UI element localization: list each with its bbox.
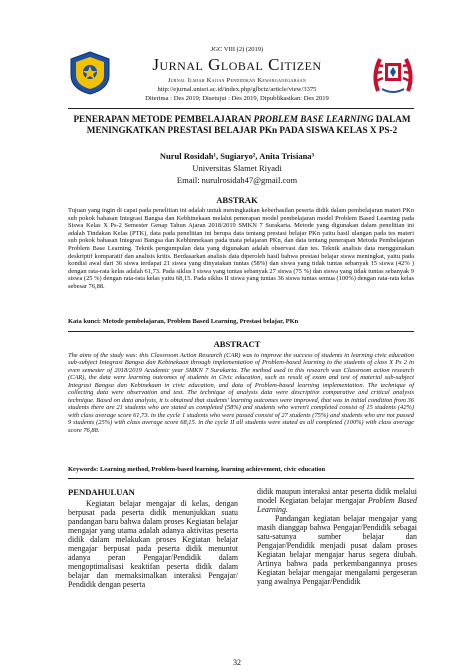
abstract-body: The aims of the study was: this Classroom Action Research (CAR) was to improve the success of students in learning civic education sub-subject Integrasi Bangsa dan Kebinekaan through implementation of Problem-based learning to the students of class X Ps 2 in even semester of 2018/2019 Academic year SMKN 7 Surakarta. The method used in this research was Classroom action research (CAR), the data were learning outcomes of students in Civic education, such as result of exam and test of material sub-subject Integrasi Bangsa dan Kebinekaan in civic education, and data of Problem-based learning implementation. The technique of collecting data were observation and test. The technique of analysis data were descriptive comparative and critical analysis technique. Based on data analysis, it is obtained that students' learning outcomes were improved, that was in initial condition from 36 students there are 21 students who are stated as completed (58%) and students who weren't completed consist of 15 students (42%) with class average score 61,73. in the cycle 1 students who were passed consist of 27 students (75%) and students who are not passed 9 students (25%) with class average score 68,15. in the cycle II all students were stated as all completed (100%) with class average score 76,88.: [68, 352, 414, 434]
publication-dates: Diterima : Des 2019; Disetujui : Des 2019, Dipublikasikan: Des 2019: [145, 95, 329, 102]
intro-right-column: didik maupun interaksi antar peserta didik melalui model Kegiatan belajar mengajar Problem Based Learning. Pandangan kegiatan belajar mengajar yang masih dianggap bahwa Pengajar/Pendidik sebagai satu-satunya sumber belajar dan Pengajar/Pendidik menjadi pusat dalam proses Kegiatan belajar mengajar harus segera diubah. Artinya bahwa pada perkembangannya proses Kegiatan belajar mengajar mengalami pergeseran yang awalnya Pengajar/Pendidik: [257, 487, 417, 587]
body-divider: [68, 478, 414, 479]
intro-right-paragraph: Pandangan kegiatan belajar mengajar yang masih dianggap bahwa Pengajar/Pendidik sebagai satu-satunya sumber belajar dan Pengajar/Pendidik menjadi pusat dalam proses Kegiatan belajar mengajar harus segera diubah. Artinya bahwa pada perkembangannya proses Kegiatan belajar mengajar mengalami pergeseran yang awalnya Pengajar/Pendidik: [257, 514, 417, 587]
authors: Nurul Rosidah¹, Sugiaryo², Anita Trisiana³: [159, 151, 315, 161]
journal-volume: JGC VIII (2) (2019): [210, 46, 264, 53]
header-divider: [68, 108, 414, 109]
page-number: 32: [233, 658, 241, 667]
kata-kunci: Kata kunci: Metode pembelajaran, Problem Based Learning, Prestasi belajar, PKn: [68, 318, 299, 325]
keywords: Keywords: Learning method, Problem-based learning, learning achievement, civic education: [68, 466, 326, 473]
abstrak-heading: ABSTRAK: [216, 195, 258, 205]
journal-url[interactable]: http://ejurnal.unisri.ac.id/index.php/glbctz/article/view/3375: [157, 86, 317, 93]
journal-title: Jurnal Global Citizen: [152, 55, 322, 74]
abstract-divider: [68, 331, 414, 332]
journal-subtitle: Jurnal Ilmiah Kajian Pendidikan Kewarganegaraan: [167, 77, 307, 84]
abstrak-body: Tujuan yang ingin di capai pada penelitian ini adalah untuk meningkatkan keberhasilan peserta didik dalam pembelajaran materi PKn sub pokok bahasan Integrasi Bangsa dan Kebhinekaan melalui penerapan model pembelajaran model Problem Based Learning pada Siswa Kelas X Ps-2 Semester Genap Tahun Ajaran 2018/2019 SMKN 7 Surakarta. Metode yang digunakan dalam penelitian ini adalah Tindakan Kelas (PTK), data pada penelitian ini berupa data tentang prestasi belajar PKn yaitu hasil ulangan pada tes materi sub pokok bahasan Integrasi Bangsa dan Kebhinnekaan pada mata pelajaran PKn, dan data tentang penerapan Metoda Pembelajaran Problem Base Learning. Teknik pengumpulan data yang digunakan adalah observasi dan tes. Teknik analisis data menggunakan deskriptif komparatif dan analisis kritis. Berdasarkan analisis data diperoleh hasil bahwa prestasi belajar siswa meningkat, yaitu pada kondisi awal dari 36 siswa terdapat 21 siswa yang dinyatakan tuntas (58%) dan siswa yang tidak tuntas sebanyak 15 siswa (42% ) dengan rata-rata kelas adalah 61,73. Pada siklus I siswa yang tuntas sebanyak 27 siswa (75 %) dan siswa yang tidak tuntas sebanyak 9 siswa (25 %) dengan rata-rata kelas yaitu 68,15. Pada siklus II siswa yang tuntas 36 siswa tuntas semua (100%) dengan rata-rata kelas sebesar 76,88.: [68, 207, 414, 290]
abstract-heading: ABSTRACT: [213, 339, 261, 349]
affiliation: Universitas Slamet Riyadi: [192, 163, 282, 173]
article-title: PENERAPAN METODE PEMBELAJARAN PROBLEM BASE LEARNING DALAM MENINGKATKAN PRESTASI BELAJAR PKn PADA SISWA KELAS X PS-2: [73, 114, 411, 135]
author-email[interactable]: Email: nurulrosidah47@gmail.com: [176, 175, 298, 185]
intro-left-column: Kegiatan belajar mengajar di kelas, dengan berpusat pada peserta didik menunjukkan suatu pandangan baru bahwa dalam proses Kegiatan belajar mengajar yang utama adalah adanya aktivitas peserta didik dalam melakukan proses Kegiatan belajar mengajar berpusat pada peserta didik menuntut adanya peran Pengajar/Pendidik dalam mengoptimalisasi keaktifan peserta didik dalam belajar dan memaksimalkan interaksi Pengajar/ Pendidik dengan peserta: [68, 499, 239, 590]
section-heading-pendahuluan: PENDAHULUAN: [68, 487, 135, 497]
